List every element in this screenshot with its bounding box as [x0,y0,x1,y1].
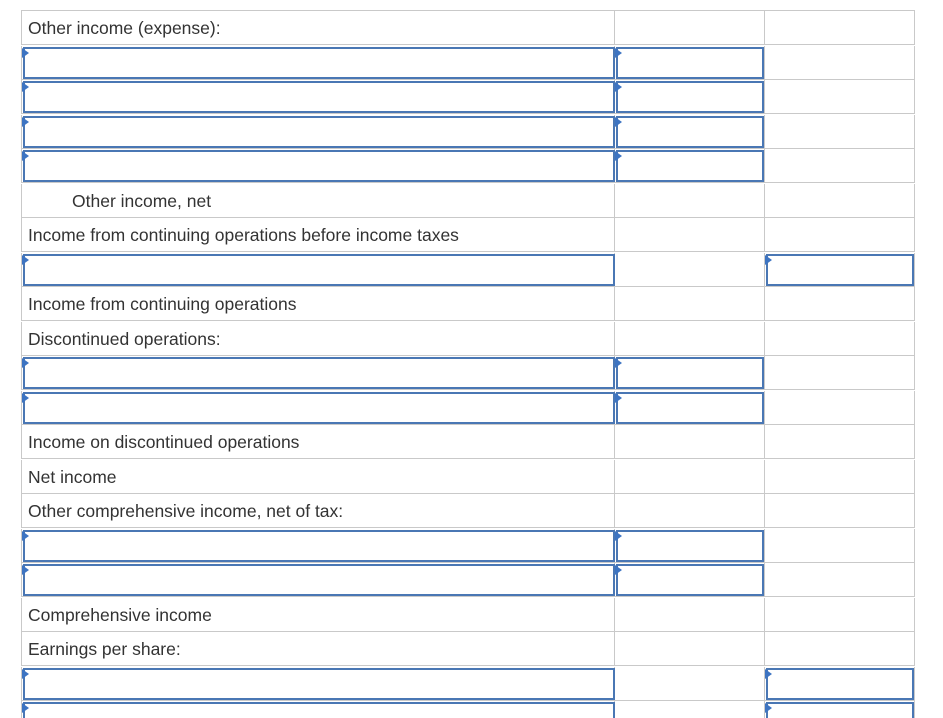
worksheet-row [21,529,915,563]
amount-cell-second [765,287,915,321]
worksheet-row [21,184,915,218]
row-label: Net income [28,466,117,487]
amount-cell-first[interactable] [615,529,765,563]
row-label: Other comprehensive income, net of tax: [28,501,344,521]
dropdown-marker-icon[interactable] [22,703,29,713]
label-cell[interactable] [21,253,615,287]
amount-cell-first [615,667,765,701]
dropdown-marker-icon[interactable] [22,117,29,127]
amount-cell-first [615,287,765,321]
worksheet-row [21,218,915,252]
account-name-input[interactable] [23,702,615,718]
worksheet-row [21,701,915,718]
amount-input[interactable] [616,392,764,424]
amount-input[interactable] [766,702,914,718]
amount-cell-second [765,115,915,149]
input-marker-icon[interactable] [615,358,622,368]
amount-cell-first[interactable] [615,115,765,149]
input-marker-icon[interactable] [615,393,622,403]
amount-cell-first [615,322,765,356]
amount-cell-first [615,425,765,459]
amount-cell-second[interactable] [765,701,915,718]
dropdown-marker-icon[interactable] [22,255,29,265]
dropdown-marker-icon[interactable] [22,531,29,541]
amount-cell-second [765,11,915,45]
worksheet-row [21,149,915,183]
amount-input[interactable] [616,150,764,182]
account-name-input[interactable] [23,47,615,79]
amount-cell-second [765,460,915,494]
dropdown-marker-icon[interactable] [22,669,29,679]
worksheet-row [21,80,915,114]
amount-cell-second [765,218,915,252]
label-cell [21,184,615,218]
row-label: Comprehensive income [28,604,212,625]
amount-cell-second [765,80,915,114]
amount-cell-first [615,184,765,218]
label-cell [21,494,615,528]
label-cell [21,218,615,252]
row-label: Income from continuing operations before income taxes [28,225,459,245]
amount-input[interactable] [616,564,764,596]
amount-cell-first[interactable] [615,563,765,597]
amount-cell-first[interactable] [615,149,765,183]
account-name-input[interactable] [23,116,615,148]
input-marker-icon[interactable] [615,531,622,541]
account-name-input[interactable] [23,150,615,182]
worksheet-row [21,391,915,425]
amount-cell-second [765,46,915,80]
account-name-input[interactable] [23,668,615,700]
row-label: Other income (expense): [28,18,221,38]
worksheet-row [21,46,915,80]
dropdown-marker-icon[interactable] [22,393,29,403]
label-cell[interactable] [21,667,615,701]
worksheet-row [21,632,915,666]
amount-cell-first [615,218,765,252]
worksheet-row [21,460,915,494]
label-cell [21,287,615,321]
amount-cell-first[interactable] [615,356,765,390]
worksheet-row [21,253,915,287]
label-cell [21,425,615,459]
account-name-input[interactable] [23,81,615,113]
input-marker-icon[interactable] [615,48,622,58]
worksheet-row [21,115,915,149]
amount-cell-first [615,11,765,45]
worksheet-row [21,667,915,701]
input-marker-icon[interactable] [615,565,622,575]
label-cell[interactable] [21,529,615,563]
amount-input[interactable] [616,116,764,148]
row-label: Discontinued operations: [28,328,221,349]
amount-cell-first [615,253,765,287]
amount-input[interactable] [766,668,914,700]
amount-cell-second [765,632,915,666]
worksheet-row [21,598,915,632]
amount-cell-second [765,425,915,459]
label-cell [21,322,615,356]
label-cell [21,598,615,632]
worksheet-row [21,11,915,45]
input-marker-icon[interactable] [615,82,622,92]
amount-input[interactable] [616,47,764,79]
amount-cell-first [615,598,765,632]
worksheet-row [21,322,915,356]
amount-cell-second [765,184,915,218]
amount-cell-second [765,391,915,425]
label-cell[interactable] [21,80,615,114]
label-cell[interactable] [21,115,615,149]
label-cell [21,11,615,45]
amount-cell-second [765,598,915,632]
label-cell[interactable] [21,149,615,183]
label-cell[interactable] [21,701,615,718]
row-label: Earnings per share: [28,639,181,659]
amount-cell-second [765,563,915,597]
label-cell [21,632,615,666]
amount-input[interactable] [616,530,764,562]
row-label: Other income, net [72,190,212,211]
amount-input[interactable] [616,357,764,389]
worksheet-row [21,494,915,528]
amount-cell-second [765,494,915,528]
amount-input[interactable] [766,254,914,286]
amount-cell-first [615,494,765,528]
amount-cell-second[interactable] [765,253,915,287]
dropdown-marker-icon[interactable] [22,48,29,58]
dropdown-marker-icon[interactable] [22,151,29,161]
input-marker-icon[interactable] [765,255,772,265]
label-cell[interactable] [21,46,615,80]
input-marker-icon[interactable] [765,703,772,713]
amount-cell-second [765,149,915,183]
label-cell[interactable] [21,391,615,425]
worksheet-row [21,563,915,597]
label-cell[interactable] [21,356,615,390]
worksheet-row [21,425,915,459]
amount-cell-first [615,460,765,494]
amount-cell-first[interactable] [615,391,765,425]
amount-cell-second [765,529,915,563]
label-cell [21,460,615,494]
amount-cell-second [765,356,915,390]
dropdown-marker-icon[interactable] [22,82,29,92]
row-label: Income on discontinued operations [28,432,300,452]
input-marker-icon[interactable] [615,117,622,127]
amount-cell-second[interactable] [765,667,915,701]
amount-cell-first [615,701,765,718]
account-name-input[interactable] [23,392,615,424]
amount-cell-first [615,632,765,666]
account-name-input[interactable] [23,530,615,562]
worksheet-row [21,287,915,321]
label-cell[interactable] [21,563,615,597]
dropdown-marker-icon[interactable] [22,565,29,575]
input-marker-icon[interactable] [765,669,772,679]
row-label: Income from continuing operations [28,294,297,314]
input-marker-icon[interactable] [615,151,622,161]
dropdown-marker-icon[interactable] [22,358,29,368]
worksheet-row [21,356,915,390]
amount-cell-first[interactable] [615,46,765,80]
amount-input[interactable] [616,81,764,113]
account-name-input[interactable] [23,564,615,596]
account-name-input[interactable] [23,357,615,389]
amount-cell-second [765,322,915,356]
amount-cell-first[interactable] [615,80,765,114]
account-name-input[interactable] [23,254,615,286]
